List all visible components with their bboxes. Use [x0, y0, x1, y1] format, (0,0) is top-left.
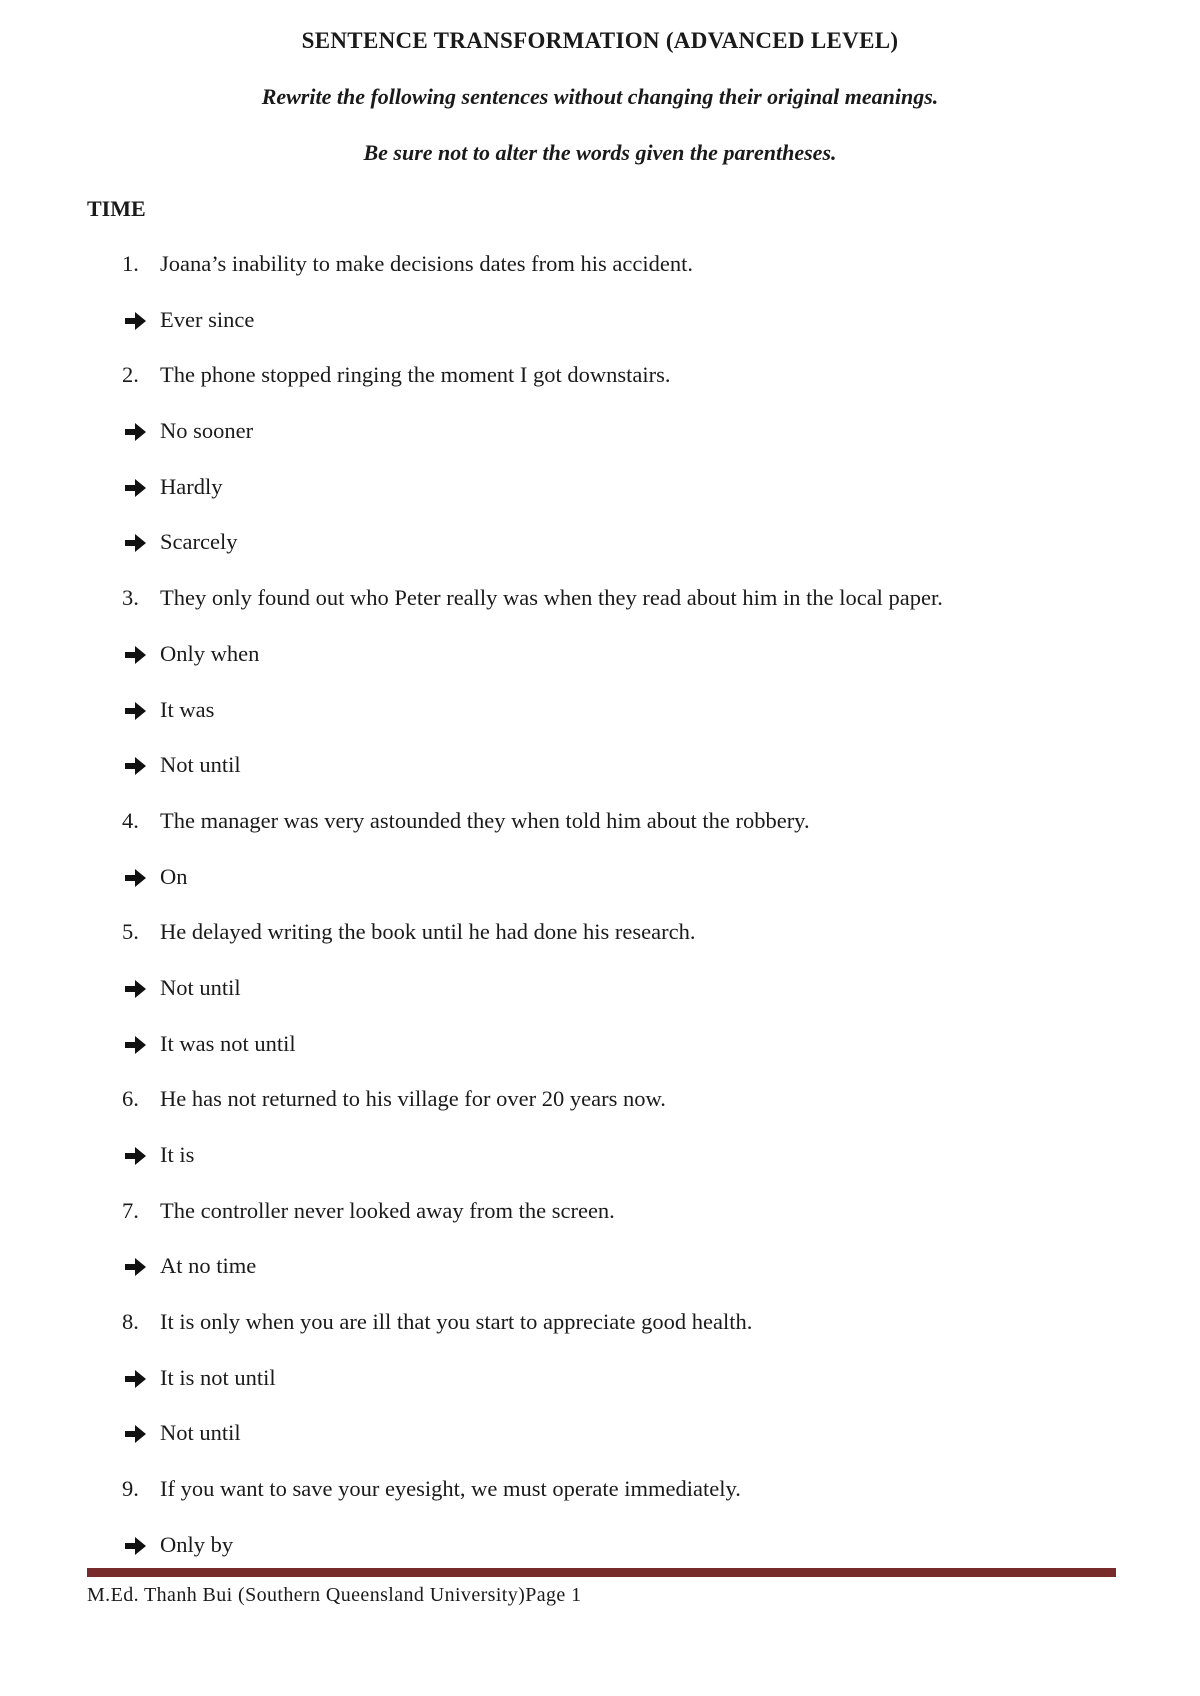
question-row [0, 361, 1200, 417]
answer-row [0, 1531, 1200, 1587]
page-footer: M.Ed. Thanh Bui (Southern Queensland University)Page 1 [87, 1584, 582, 1606]
right-arrow-icon [123, 867, 147, 887]
answer-prompt: No sooner [160, 418, 254, 444]
answer-prompt: Only by [160, 1531, 234, 1557]
answer-row [0, 751, 1200, 807]
answer-row [0, 863, 1200, 919]
question-number: 5. [122, 919, 139, 945]
question-row [0, 1197, 1200, 1253]
right-arrow-icon [123, 477, 147, 497]
question-row [0, 584, 1200, 640]
question-number: 9. [122, 1476, 139, 1502]
right-arrow-icon [123, 1034, 147, 1054]
question-number: 4. [122, 807, 139, 833]
answer-row [0, 974, 1200, 1030]
question-text: Joana’s inability to make decisions dates from his accident. [160, 251, 693, 276]
right-arrow-icon [123, 700, 147, 720]
question-row [0, 918, 1200, 974]
right-arrow-icon [123, 1368, 147, 1388]
footer-rule [87, 1568, 1116, 1577]
question-row [0, 1475, 1200, 1531]
instruction-line-1: Rewrite the following sentences without changing their original meanings. [261, 84, 939, 109]
answer-prompt: At no time [160, 1253, 257, 1279]
question-row [0, 1085, 1200, 1141]
right-arrow-icon [123, 532, 147, 552]
page-title: SENTENCE TRANSFORMATION (ADVANCED LEVEL) [301, 28, 899, 53]
right-arrow-icon [123, 978, 147, 998]
answer-prompt: Not until [160, 752, 241, 778]
answer-prompt: Scarcely [160, 529, 238, 555]
answer-row [0, 1364, 1200, 1420]
question-number: 3. [122, 585, 139, 611]
question-row [0, 1308, 1200, 1364]
right-arrow-icon [123, 1535, 147, 1555]
right-arrow-icon [123, 1145, 147, 1165]
answer-row [0, 1141, 1200, 1197]
question-text: He delayed writing the book until he had done his research. [160, 919, 696, 945]
answer-prompt: On [160, 863, 188, 889]
question-number: 7. [122, 1197, 139, 1223]
answer-row [0, 1252, 1200, 1308]
answer-prompt: It was not until [160, 1030, 296, 1056]
answer-prompt: Not until [160, 974, 241, 1000]
right-arrow-icon [123, 310, 147, 330]
answer-prompt: Not until [160, 1420, 241, 1446]
answer-row [0, 306, 1200, 362]
section-heading: TIME [87, 196, 146, 221]
question-row [0, 250, 1200, 306]
question-number: 8. [122, 1309, 139, 1335]
answer-prompt: It is [160, 1142, 195, 1167]
answer-prompt: Ever since [160, 306, 255, 332]
answer-row [0, 696, 1200, 752]
question-text: The phone stopped ringing the moment I got downstairs. [160, 362, 671, 388]
question-row [0, 807, 1200, 863]
answer-row [0, 640, 1200, 696]
instruction-line-2: Be sure not to alter the words given the parentheses. [363, 140, 837, 165]
answer-row [0, 473, 1200, 529]
exercise-list [0, 250, 1200, 1587]
question-text: It is only when you are ill that you start to appreciate good health. [160, 1309, 753, 1335]
answer-prompt: Hardly [160, 473, 223, 499]
question-text: The manager was very astounded they when told him about the robbery. [160, 807, 810, 833]
question-number: 1. [122, 251, 139, 276]
right-arrow-icon [123, 421, 147, 441]
answer-prompt: It is not until [160, 1364, 276, 1390]
question-text: He has not returned to his village for over 20 years now. [160, 1086, 666, 1112]
question-text: The controller never looked away from the screen. [160, 1197, 615, 1223]
answer-row [0, 528, 1200, 584]
right-arrow-icon [123, 1256, 147, 1276]
answer-row [0, 1419, 1200, 1475]
question-text: If you want to save your eyesight, we must operate immediately. [160, 1476, 741, 1502]
question-number: 6. [122, 1086, 139, 1112]
answer-prompt: Only when [160, 640, 260, 666]
answer-prompt: It was [160, 696, 215, 722]
right-arrow-icon [123, 755, 147, 775]
answer-row [0, 1030, 1200, 1086]
right-arrow-icon [123, 1423, 147, 1443]
right-arrow-icon [123, 644, 147, 664]
answer-row [0, 417, 1200, 473]
question-number: 2. [122, 362, 139, 388]
question-text: They only found out who Peter really was when they read about him in the local paper. [160, 585, 943, 611]
